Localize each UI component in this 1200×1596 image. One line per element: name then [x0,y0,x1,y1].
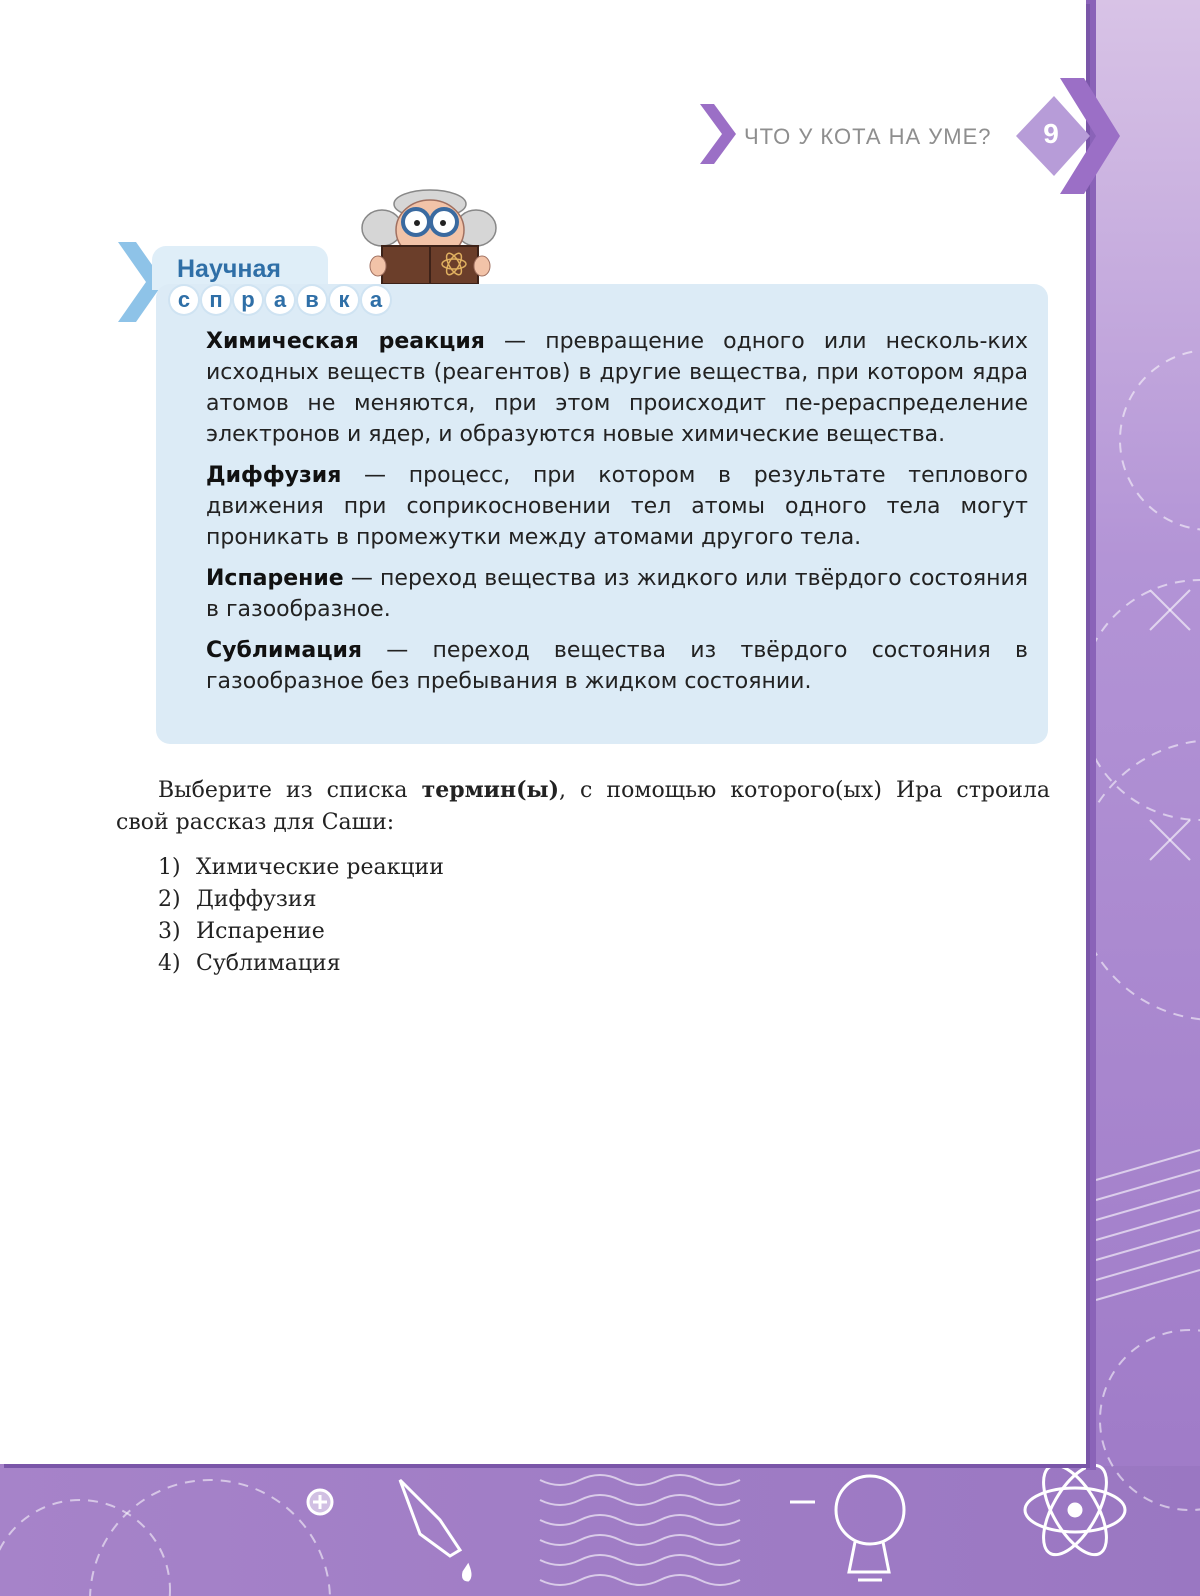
answer-options [158,852,444,980]
option-number: 1) [158,855,181,880]
definition-term: Диффузия [206,463,342,488]
subtitle-letter: к [330,286,358,314]
option-number: 2) [158,887,181,912]
definitions-list [206,326,1028,707]
page-edge [1086,0,1096,1470]
question-part1: Выберите из списка [158,778,422,803]
definition-text: — переход вещества из жидкого или твёрдого состояния в газообразное. [206,566,1028,622]
definition-text: — превращение одного или несколь-ких исходных веществ (реагентов) в другие вещества, при котором ядра атомов не меняются, при этом происходит пе-рераспределение электронов и ядер, и образуются новые химические вещества. [206,329,1028,447]
running-title: ЧТО У КОТА НА УМЕ? [744,124,992,149]
question-text [116,774,1050,839]
subtitle-letter: в [298,286,326,314]
definition-term: Испарение [206,566,344,591]
definition-term: Химическая реакция [206,329,485,354]
lightbulb-icon [790,1476,904,1580]
definition-diffusion [206,460,1028,553]
option-item[interactable] [158,916,444,948]
definition-chemical-reaction [206,326,1028,450]
question-part2: , с помощью которого(ых) Ира строила свой рассказ для Саши: [116,778,1050,835]
question-bold: термин(ы) [421,777,559,803]
info-box-subtitle [170,286,390,314]
option-label: Диффузия [196,887,317,912]
subtitle-letter: п [202,286,230,314]
option-label: Испарение [196,919,325,944]
definition-evaporation [206,563,1028,625]
subtitle-letter: а [362,286,390,314]
plus-icon [308,1490,332,1514]
definition-term: Сублимация [206,638,363,663]
definition-text: — переход вещества из твёрдого состояния в газообразное без пребывания в жидком состоянии. [206,638,1028,694]
page-number: 9 [1043,118,1059,149]
atom-icon [1025,1456,1125,1565]
subtitle-letter: с [170,286,198,314]
professor-illustration [360,188,500,284]
definition-sublimation [206,635,1028,697]
option-label: Сублимация [196,951,341,976]
option-number: 3) [158,919,181,944]
definition-text: — процесс, при котором в результате теплового движения при соприкосновении тел атомы одного тела могут проникать в промежутки между атомами другого тела. [206,463,1028,550]
option-item[interactable] [158,884,444,916]
info-box-title: Научная [177,255,281,283]
option-number: 4) [158,951,181,976]
option-item[interactable] [158,948,444,980]
chevron-right-icon [700,104,736,164]
option-item[interactable] [158,852,444,884]
pipette-icon [400,1480,470,1580]
subtitle-letter: р [234,286,262,314]
subtitle-letter: а [266,286,294,314]
option-label: Химические реакции [196,855,444,880]
